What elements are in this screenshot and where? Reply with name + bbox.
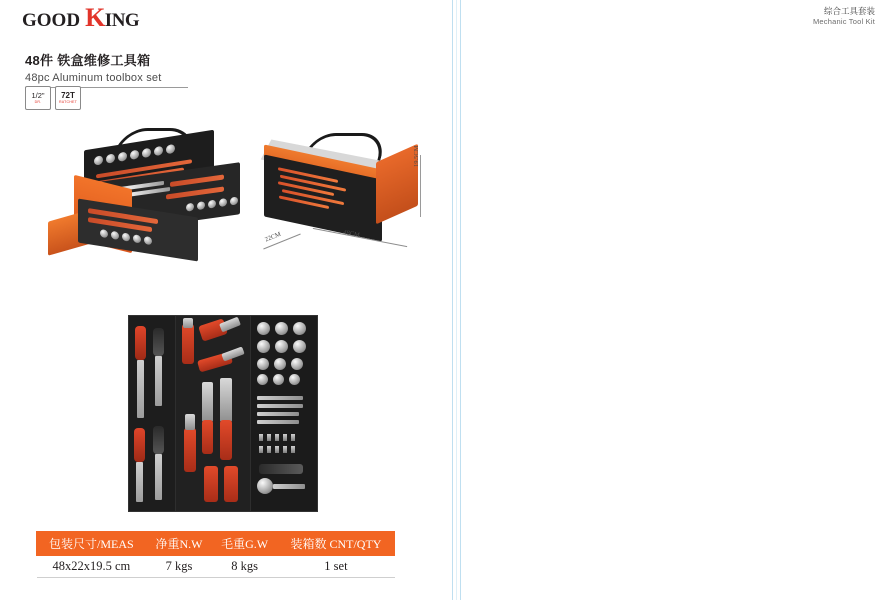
socket — [257, 374, 268, 385]
closed-toolbox-side — [376, 144, 418, 225]
category-label-en: Mechanic Tool Kit — [812, 17, 875, 27]
socket — [257, 340, 270, 353]
open-toolbox-illustration — [38, 120, 253, 270]
badge-drive-size-value: 1/2" — [31, 91, 45, 100]
brand-logo — [22, 3, 140, 32]
screwdriver-handle — [134, 428, 145, 462]
screwdriver-bit — [267, 446, 271, 453]
water-pump-plier-handle — [220, 420, 232, 460]
ratchet-head — [257, 478, 273, 494]
product-title-block — [25, 50, 325, 88]
tool-tray-flatlay — [128, 315, 318, 512]
socket — [197, 201, 205, 210]
table-header-qty: 装箱数 CNT/QTY — [277, 532, 394, 556]
socket — [289, 374, 300, 385]
table-cell-qty: 1 set — [277, 556, 394, 578]
plier — [170, 174, 224, 187]
table-cell-gross-weight: 8 kgs — [212, 556, 278, 578]
page-fold-line-right — [460, 0, 461, 600]
table-header-row — [37, 532, 395, 556]
extension-bar — [273, 484, 305, 489]
table-cell-net-weight: 7 kgs — [146, 556, 212, 578]
combination-plier-jaw — [185, 414, 195, 430]
screwdriver-shaft — [137, 360, 144, 418]
tray-column-pliers — [176, 316, 251, 511]
adjustable-wrench-handle — [202, 420, 213, 454]
screwdriver-bit — [275, 446, 279, 453]
adjustable-wrench-body — [202, 382, 213, 422]
socket — [257, 322, 270, 335]
socket-row-upper — [94, 144, 175, 166]
page-subtitle: 48pc Aluminum toolbox set — [25, 72, 188, 88]
table-header-net-weight: 净重N.W — [146, 532, 212, 556]
screwdriver-bit — [267, 434, 271, 441]
socket — [273, 374, 284, 385]
plier-handle — [182, 324, 194, 364]
socket — [142, 148, 151, 158]
brand-logo-good: GOOD — [22, 10, 81, 31]
socket-row-lower — [100, 229, 152, 245]
socket — [230, 196, 238, 205]
page-title: 48件 铁盒维修工具箱 — [25, 53, 151, 68]
socket — [293, 322, 306, 335]
combination-wrench — [257, 396, 303, 400]
socket — [106, 153, 115, 163]
screwdriver-handle — [153, 328, 164, 356]
screwdriver-shaft — [155, 454, 162, 500]
product-hero-images — [28, 115, 448, 280]
socket — [274, 358, 286, 370]
dimension-height-label: 19.5CM — [413, 145, 420, 167]
specification-table — [36, 531, 395, 578]
socket — [130, 150, 139, 160]
socket — [133, 234, 141, 243]
badge-drive-size — [25, 86, 51, 110]
screwdriver-bit — [259, 446, 263, 453]
screwdriver-bit — [283, 434, 287, 441]
screwdriver-handle — [153, 426, 164, 454]
socket — [219, 198, 227, 207]
table-cell-meas: 48x22x19.5 cm — [37, 556, 147, 578]
combination-plier-handle — [184, 428, 196, 472]
socket — [275, 322, 288, 335]
water-pump-plier-jaw — [220, 378, 232, 422]
tray-column-sockets — [251, 316, 317, 511]
plier — [166, 186, 224, 199]
page-fold-line-center — [456, 0, 457, 600]
socket — [293, 340, 306, 353]
socket — [100, 229, 108, 238]
page-header-category — [813, 6, 875, 27]
page-fold-line-left — [452, 0, 453, 600]
socket — [166, 144, 175, 154]
combination-wrench — [257, 420, 299, 424]
screwdriver-bit — [291, 434, 295, 441]
socket — [122, 232, 130, 241]
table-row — [37, 556, 395, 578]
dimension-line-height — [420, 155, 421, 217]
screwdriver-bit — [259, 434, 263, 441]
socket — [291, 358, 303, 370]
plier-handle — [204, 466, 218, 502]
socket — [257, 358, 269, 370]
socket — [94, 155, 103, 165]
category-label-cn: 综合工具套装 — [823, 6, 875, 16]
badge-ratchet-teeth — [55, 86, 81, 110]
socket — [186, 203, 194, 212]
socket-row-middle — [186, 196, 238, 211]
badge-ratchet-teeth-label: RATCHET — [58, 100, 78, 104]
combination-wrench — [257, 404, 303, 408]
table-header-meas: 包装尺寸/MEAS — [37, 532, 147, 556]
screwdriver-bit — [283, 446, 287, 453]
dimension-depth-label: 22CM — [264, 230, 283, 244]
screwdriver-bit — [291, 446, 295, 453]
screwdriver-shaft — [136, 462, 143, 502]
socket — [208, 200, 216, 209]
plier-jaw — [183, 318, 193, 328]
tin-snips-blade — [221, 346, 244, 361]
brand-logo-k: K — [85, 3, 105, 32]
socket — [154, 146, 163, 156]
screwdriver-bit — [275, 434, 279, 441]
spec-badges — [25, 86, 81, 110]
tray-column-screwdrivers — [129, 316, 176, 511]
brand-logo-king — [85, 3, 140, 32]
screwdriver-handle — [135, 326, 146, 360]
plier-handle — [224, 466, 238, 502]
combination-wrench — [257, 412, 299, 416]
closed-toolbox-illustration — [258, 127, 433, 257]
badge-ratchet-teeth-value: 72T — [61, 91, 75, 100]
socket — [144, 236, 152, 245]
brand-logo-ing: ING — [104, 10, 140, 31]
socket — [118, 151, 127, 161]
table-header-gross-weight: 毛重G.W — [212, 532, 278, 556]
dimension-width-label: 48CM — [342, 229, 361, 240]
screwdriver-shaft — [155, 356, 162, 406]
socket — [275, 340, 288, 353]
badge-drive-size-label: DR. — [34, 100, 42, 104]
ratchet-handle — [259, 464, 303, 474]
socket — [111, 231, 119, 240]
